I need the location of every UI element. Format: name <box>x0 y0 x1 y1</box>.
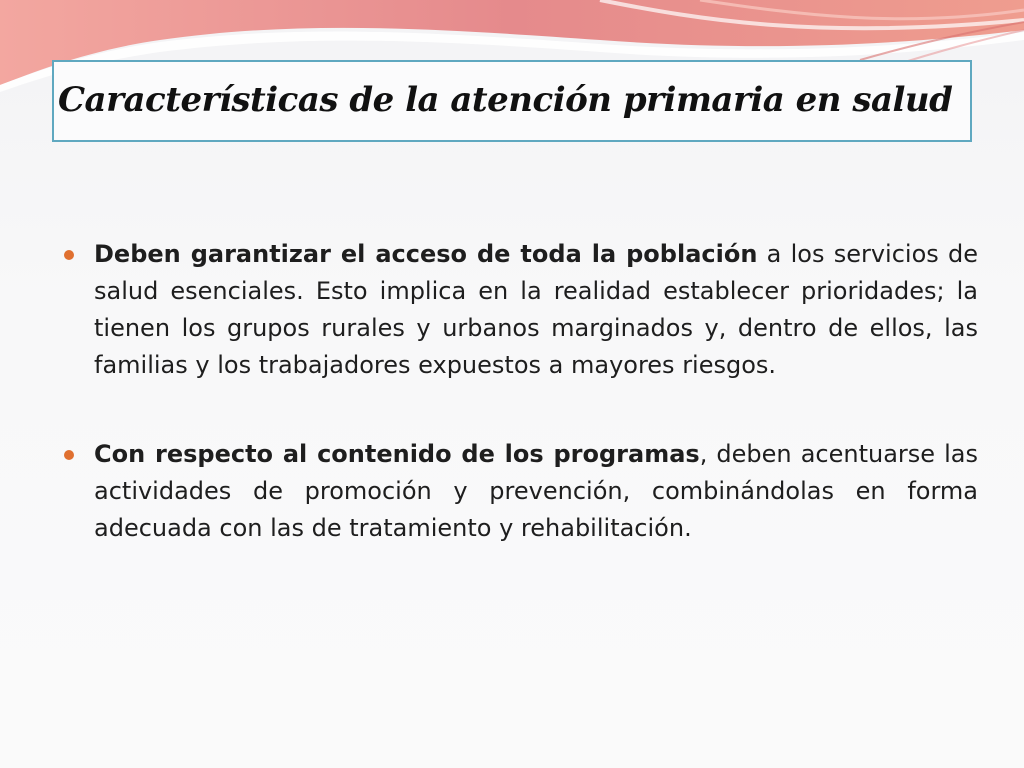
title-box <box>52 60 972 142</box>
bullet-body-text: , deben acentuarse las actividades de promoción y prevención, combinándolas en forma adecuada con las de tratamiento y rehabilitación. <box>94 440 978 542</box>
bullet-dot-icon <box>64 450 74 460</box>
bullet-bold-text: Deben garantizar el acceso de toda la población <box>94 240 758 268</box>
slide-title: Características de la atención primaria en salud <box>58 80 953 120</box>
bullet-body-text: a los servicios de salud esenciales. Esto implica en la realidad establecer prioridades; la tienen los grupos rurales y urbanos marginados y, dentro de ellos, las familias y los trabajadores expuestos a mayores riesgos. <box>94 240 979 379</box>
bullet-item-programs <box>62 436 978 547</box>
bullet-bold-text: Con respecto al contenido de los programas <box>94 440 700 468</box>
bullet-list <box>62 236 978 547</box>
bullet-item-access <box>62 236 978 384</box>
bullet-dot-icon <box>64 250 74 260</box>
